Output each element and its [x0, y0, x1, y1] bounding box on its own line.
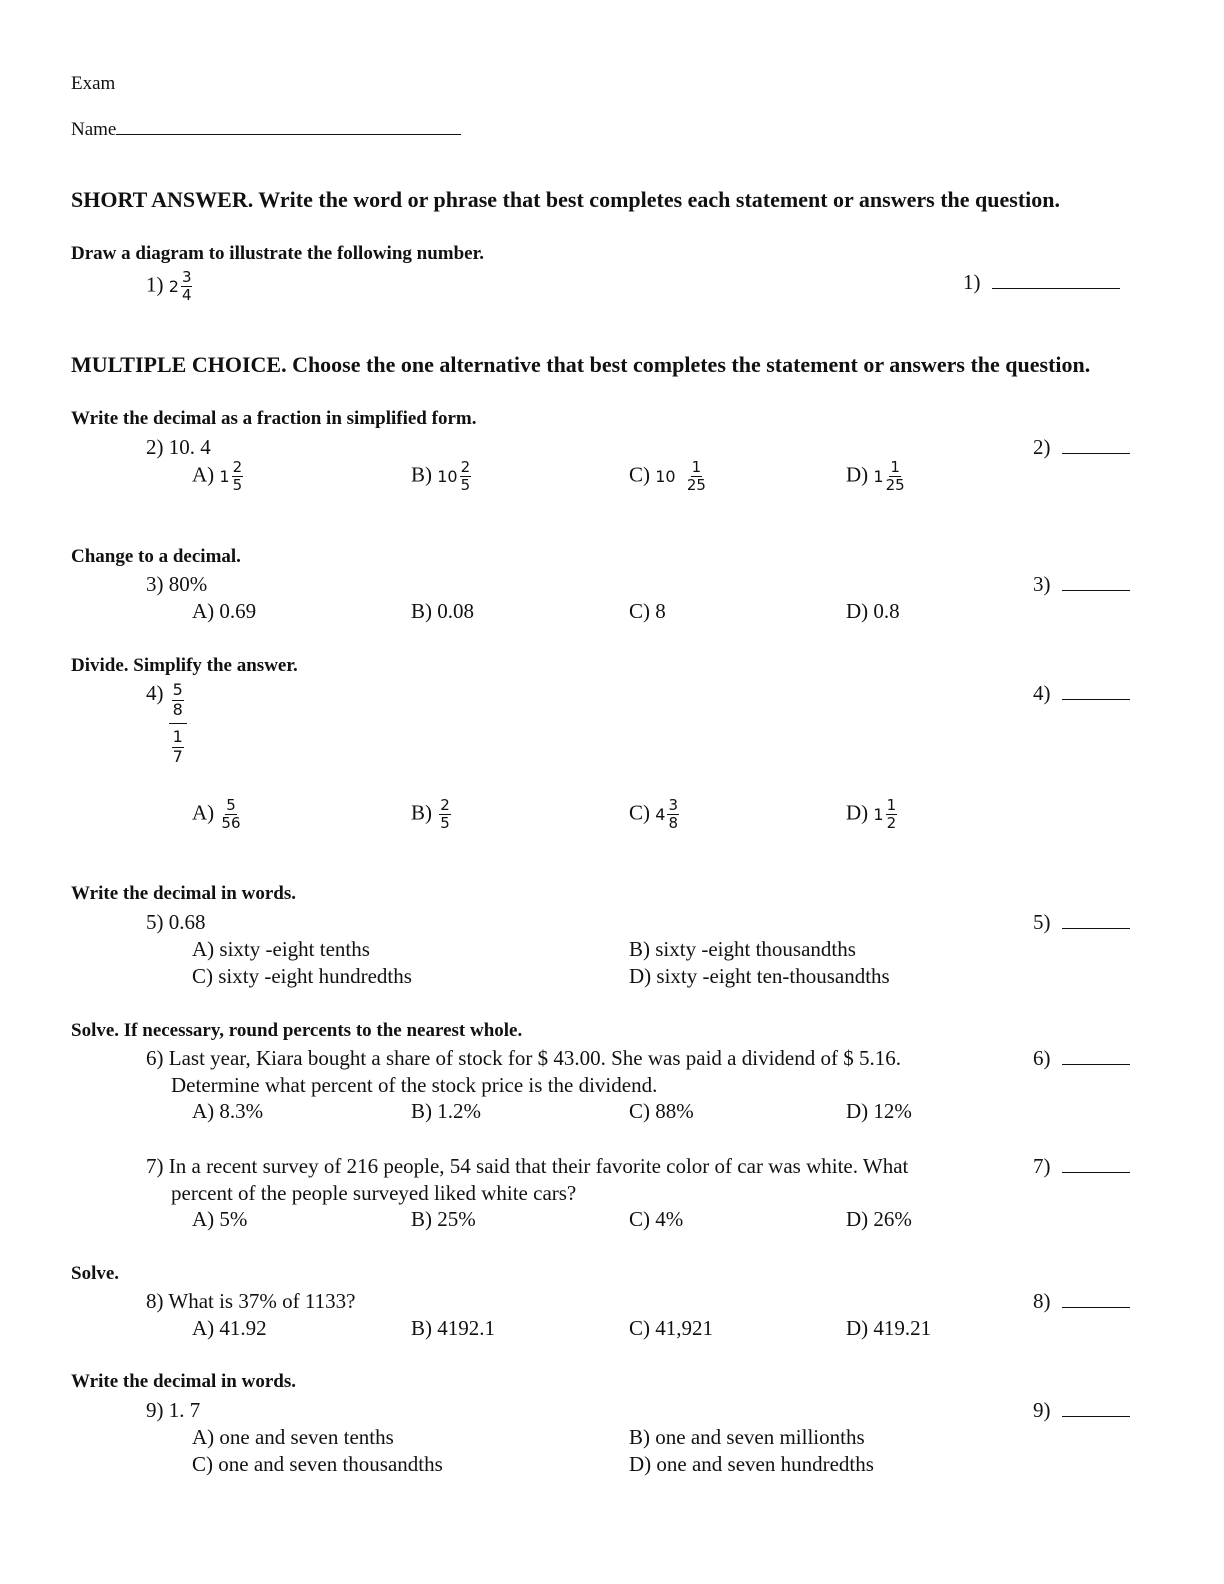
- choice-d[interactable]: D) sixty -eight ten-thousandths: [629, 964, 890, 988]
- answer-blank-2[interactable]: [1033, 435, 1130, 460]
- answer-blank-8[interactable]: 8): [1033, 1289, 1130, 1314]
- answer-line[interactable]: [1062, 928, 1130, 929]
- answer-line[interactable]: [1062, 1064, 1130, 1065]
- answer-blank-5[interactable]: 5): [1033, 910, 1130, 935]
- answer-line[interactable]: [1062, 590, 1130, 591]
- answer-line[interactable]: [992, 288, 1120, 289]
- mixed-whole: 2: [168, 277, 179, 296]
- choice-c[interactable]: C) 10 $\frac{1}{25}$: [629, 458, 706, 494]
- section-instruction: Change to a decimal.: [71, 546, 241, 567]
- choice-d[interactable]: D) one and seven hundredths: [629, 1452, 874, 1476]
- answer-blank-9[interactable]: 9): [1033, 1398, 1130, 1423]
- choice-a[interactable]: A) 1 $\frac{2}{5}$: [192, 458, 243, 494]
- section-instruction: Solve. If necessary, round percents to the nearest whole.: [71, 1020, 523, 1041]
- question-number: 2): [146, 435, 164, 459]
- question-7-line-2: percent of the people surveyed liked white cars?: [171, 1181, 577, 1205]
- section-instruction: Write the decimal in words.: [71, 1371, 296, 1392]
- question-6: 6) Last year, Kiara bought a share of stock for $ 43.00. She was paid a dividend of $ 5.16.: [146, 1046, 901, 1070]
- name-label: Name: [71, 119, 117, 140]
- choice-c[interactable]: C) 88%: [629, 1099, 694, 1123]
- answer-blank-4[interactable]: 4): [1033, 681, 1130, 706]
- choice-c[interactable]: C) 41,921: [629, 1316, 713, 1340]
- name-field[interactable]: [71, 119, 461, 141]
- choice-b[interactable]: B) $\frac{2}{5}$: [411, 796, 450, 832]
- choice-d[interactable]: D) 12%: [846, 1099, 912, 1123]
- question-number: 1): [146, 272, 164, 297]
- choice-d[interactable]: D) 1 $\frac{1}{25}$: [846, 458, 905, 494]
- question-9: 9) 1. 7: [146, 1398, 201, 1422]
- choice-c[interactable]: C) one and seven thousandths: [192, 1452, 443, 1476]
- choice-a[interactable]: A) 0.69: [192, 599, 257, 623]
- choice-a[interactable]: A) 41.92: [192, 1316, 267, 1340]
- question-1: [146, 270, 192, 303]
- question-8: 8) What is 37% of 1133?: [146, 1289, 356, 1313]
- choice-a[interactable]: A) 8.3%: [192, 1099, 264, 1123]
- question-2: [146, 435, 211, 460]
- multiple-choice-heading: MULTIPLE CHOICE. Choose the one alternative that best completes the statement or answers the question.: [71, 352, 1091, 377]
- exam-label: Exam: [71, 73, 116, 94]
- question-5: 5) 0.68: [146, 910, 206, 934]
- choice-a[interactable]: A) sixty -eight tenths: [192, 937, 370, 961]
- question-7: 7) In a recent survey of 216 people, 54 said that their favorite color of car was white. What: [146, 1154, 909, 1178]
- section-instruction: Divide. Simplify the answer.: [71, 655, 298, 676]
- choice-c[interactable]: C) 4%: [629, 1207, 684, 1231]
- answer-label: 2): [1033, 435, 1051, 459]
- answer-label: 1): [963, 270, 981, 294]
- answer-blank-6[interactable]: 6): [1033, 1046, 1130, 1071]
- choice-a[interactable]: A) 5%: [192, 1207, 248, 1231]
- choice-d[interactable]: D) 0.8: [846, 599, 900, 623]
- short-answer-heading: SHORT ANSWER. Write the word or phrase that best completes each statement or answers the question.: [71, 187, 1060, 212]
- answer-line[interactable]: [1062, 453, 1130, 454]
- short-answer-instruction: Draw a diagram to illustrate the following number.: [71, 243, 485, 264]
- choice-b[interactable]: B) one and seven millionths: [629, 1425, 865, 1449]
- section-instruction: Write the decimal as a fraction in simplified form.: [71, 408, 477, 429]
- choice-c[interactable]: C) sixty -eight hundredths: [192, 964, 412, 988]
- choice-c[interactable]: C) 8: [629, 599, 666, 623]
- choice-b[interactable]: B) 10 $\frac{2}{5}$: [411, 458, 471, 494]
- section-instruction: Write the decimal in words.: [71, 883, 296, 904]
- choice-a[interactable]: A) one and seven tenths: [192, 1425, 394, 1449]
- fraction: $\frac{3}{4}$: [181, 268, 192, 304]
- answer-line[interactable]: [1062, 1416, 1130, 1417]
- answer-blank-7[interactable]: 7): [1033, 1154, 1130, 1179]
- choice-b[interactable]: B) 25%: [411, 1207, 476, 1231]
- choice-a[interactable]: A) $\frac{5}{56}$: [192, 796, 241, 832]
- question-4: 4) 5 8 1 7: [146, 681, 187, 766]
- section-instruction: Solve.: [71, 1263, 120, 1284]
- answer-blank-3[interactable]: 3): [1033, 572, 1130, 597]
- question-text: 10. 4: [168, 435, 211, 459]
- name-blank[interactable]: [116, 134, 461, 135]
- choice-b[interactable]: B) 0.08: [411, 599, 474, 623]
- question-3: 3) 80%: [146, 572, 208, 596]
- choice-b[interactable]: B) 4192.1: [411, 1316, 495, 1340]
- answer-blank-1[interactable]: [963, 270, 1120, 295]
- complex-fraction: 5 8 1 7: [169, 681, 187, 766]
- answer-line[interactable]: [1062, 1307, 1130, 1308]
- answer-line[interactable]: [1062, 1172, 1130, 1173]
- choice-b[interactable]: B) sixty -eight thousandths: [629, 937, 856, 961]
- answer-line[interactable]: [1062, 699, 1130, 700]
- choice-b[interactable]: B) 1.2%: [411, 1099, 481, 1123]
- choice-d[interactable]: D) 26%: [846, 1207, 912, 1231]
- choice-c[interactable]: C) 4 $\frac{3}{8}$: [629, 796, 678, 832]
- choice-d[interactable]: D) 419.21: [846, 1316, 932, 1340]
- choice-d[interactable]: D) 1 $\frac{1}{2}$: [846, 796, 897, 832]
- question-6-line-2: Determine what percent of the stock price is the dividend.: [171, 1073, 658, 1097]
